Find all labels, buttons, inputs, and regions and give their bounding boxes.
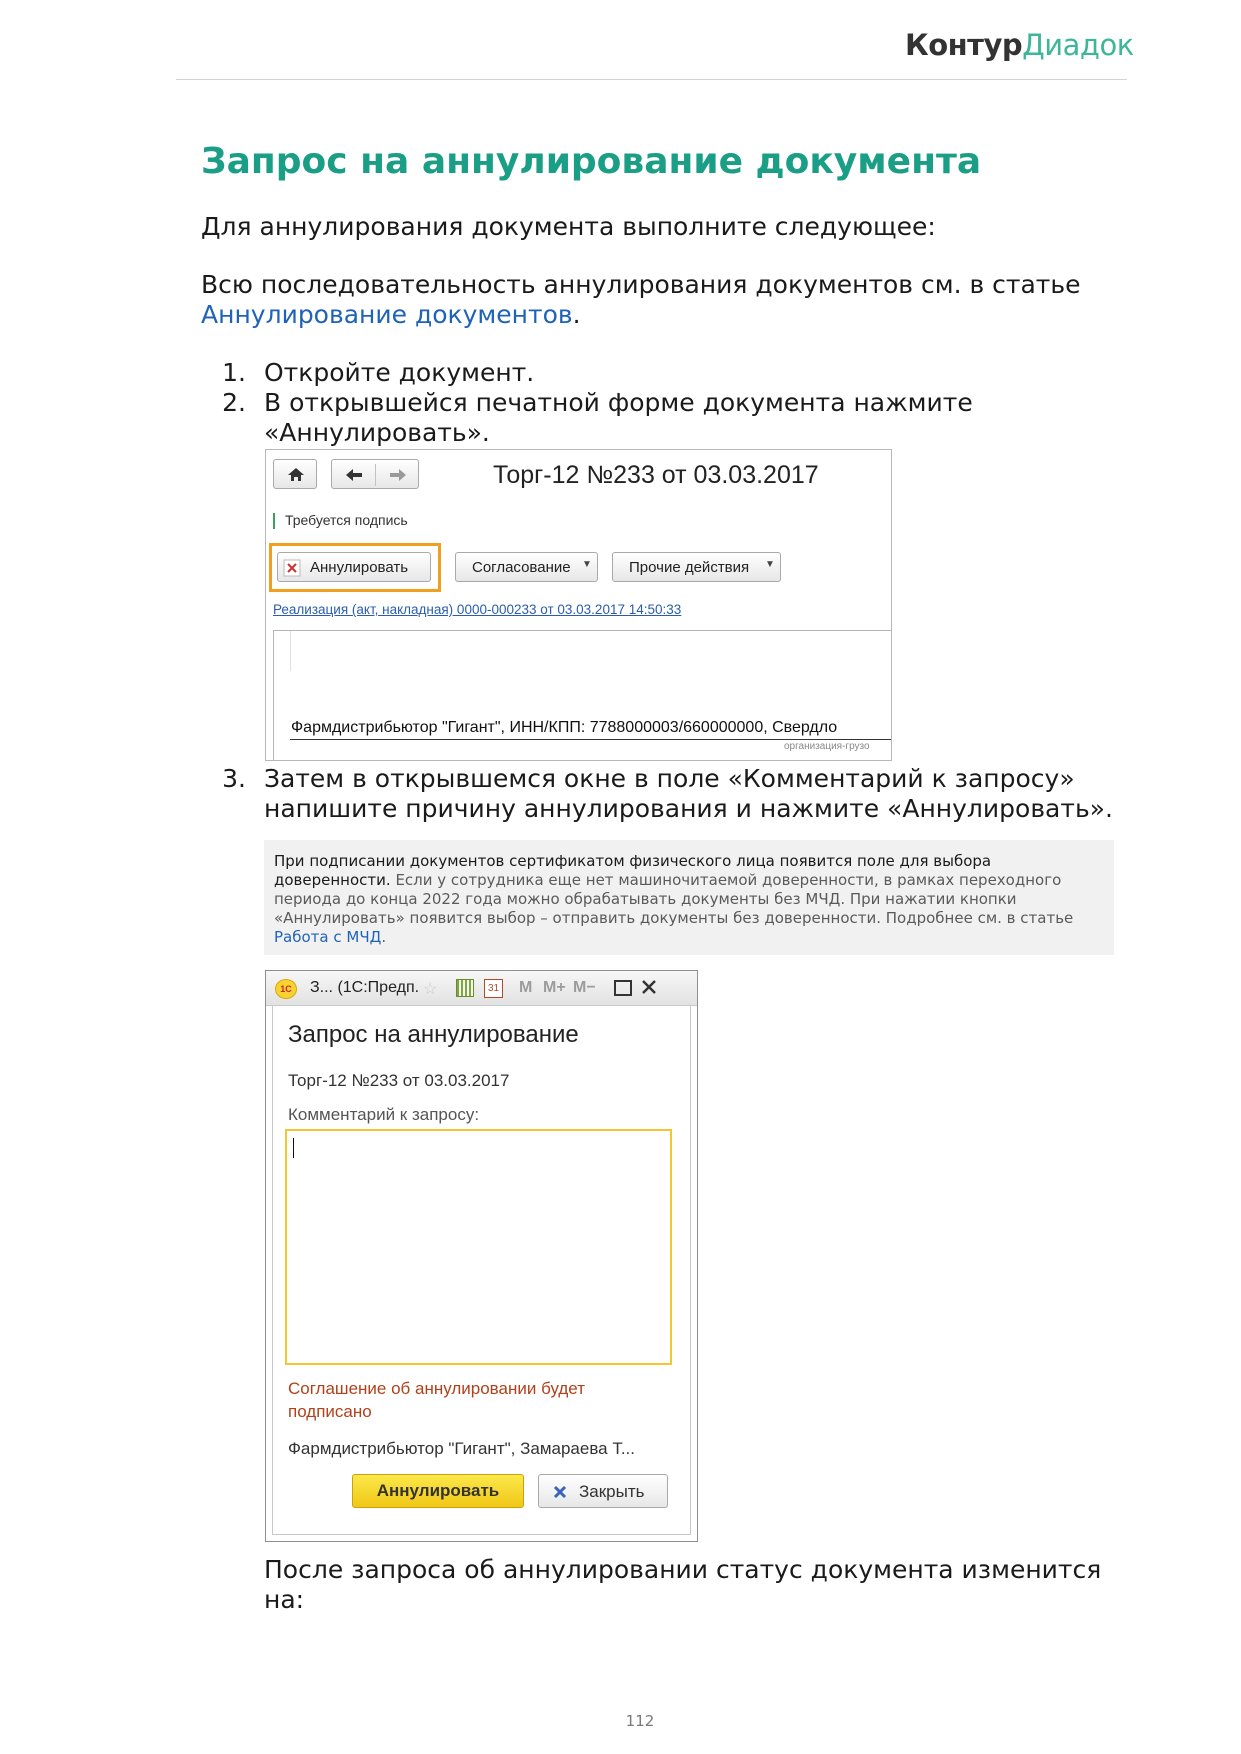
- sign-status: Требуется подпись: [285, 512, 408, 528]
- step-3-line1: Затем в открывшемся окне в поле «Комментарий к запросу»: [264, 764, 1075, 793]
- step-2-line2: «Аннулировать».: [264, 418, 490, 447]
- dialog-title: Запрос на аннулирование: [288, 1021, 579, 1048]
- status-marker: [273, 513, 275, 529]
- comment-textarea[interactable]: [285, 1129, 672, 1365]
- maximize-icon[interactable]: [614, 980, 632, 996]
- step-3-line2: напишите причину аннулирования и нажмите «Аннулировать».: [264, 794, 1113, 823]
- annul-icon: [283, 559, 301, 577]
- history-nav: [331, 459, 419, 489]
- agreement-line1: Соглашение об аннулировании будет: [288, 1379, 585, 1398]
- comment-label: Комментарий к запросу:: [288, 1105, 480, 1124]
- dialog-close-button[interactable]: Закрыть: [538, 1474, 668, 1508]
- document-print-form-screenshot: [265, 449, 892, 761]
- step-1-text: Откройте документ.: [264, 358, 535, 387]
- annulment-request-dialog: [265, 970, 698, 1542]
- other-actions-button[interactable]: Прочие действия ▼: [612, 552, 781, 582]
- arrow-right-icon[interactable]: [376, 460, 420, 490]
- sequence-text: Всю последовательность аннулирования документов см. в статье: [201, 270, 1081, 299]
- approval-button[interactable]: Согласование ▼: [455, 552, 598, 582]
- logo-diadoc: Диадок: [1022, 28, 1134, 62]
- app-1c-icon: 1С: [275, 979, 297, 999]
- chevron-down-icon: ▼: [582, 559, 592, 570]
- home-icon: [274, 460, 318, 490]
- print-form-area: [273, 630, 892, 761]
- logo-kontur: Контур: [905, 28, 1023, 62]
- memory-minus-button[interactable]: M−: [573, 979, 596, 996]
- page-title: Запрос на аннулирование документа: [201, 141, 982, 182]
- document-title: Торг-12 №233 от 03.03.2017: [493, 461, 819, 489]
- organization-caption: организация-грузо: [784, 741, 870, 752]
- step-3-number: 3.: [222, 764, 246, 793]
- sequence-tail: .: [572, 300, 581, 329]
- dialog-titlebar: [266, 971, 697, 1006]
- memory-m-button[interactable]: M: [519, 979, 533, 996]
- calendar-icon[interactable]: 31: [484, 979, 503, 998]
- kontur-diadoc-logo: [905, 28, 1134, 62]
- mcd-link[interactable]: Работа с МЧД: [274, 928, 382, 946]
- header-divider: [176, 79, 1127, 80]
- memory-plus-button[interactable]: M+: [543, 979, 566, 996]
- star-icon[interactable]: ☆: [423, 981, 438, 998]
- chevron-down-icon: ▼: [765, 559, 775, 570]
- after-line1: После запроса об аннулировании статус документа изменится: [264, 1555, 1102, 1584]
- calculator-icon[interactable]: [456, 979, 474, 997]
- dialog-annul-button[interactable]: Аннулировать: [352, 1474, 524, 1508]
- sequence-paragraph: [201, 270, 1101, 330]
- text-cursor: [293, 1138, 294, 1158]
- signer-line: Фармдистрибьютор "Гигант", Замараева Т...: [288, 1439, 636, 1458]
- close-icon: [553, 1485, 567, 1499]
- home-button[interactable]: [273, 459, 317, 489]
- intro-text: Для аннулирования документа выполните следующее:: [201, 212, 936, 241]
- close-icon[interactable]: [641, 979, 657, 995]
- step-2-line1: В открывшейся печатной форме документа нажмите: [264, 388, 973, 417]
- note-box: [264, 840, 1114, 955]
- step-1-number: 1.: [222, 358, 246, 387]
- annulment-docs-link[interactable]: Аннулирование документов: [201, 300, 573, 329]
- annul-button[interactable]: Аннулировать: [277, 552, 431, 582]
- step-2-number: 2.: [222, 388, 246, 417]
- note-text: При подписании документов сертификатом физического лица появится поле для выбора доверенности. Если у сотрудника еще нет машиночитаемой доверенности, в рамках переходного периода до конца 2022 года можно обрабатывать документы без МЧД. При нажатии кнопки «Аннулировать» появится выбор – отправить документы без доверенности. Подробнее см. в статье Работа с МЧД.: [274, 852, 1074, 946]
- agreement-line2: подписано: [288, 1402, 372, 1421]
- dialog-document: Торг-12 №233 от 03.03.2017: [288, 1071, 510, 1090]
- note-lead: При подписании документов сертификатом физического лица появится поле для выбора доверенности.: [274, 852, 992, 889]
- window-title: З... (1С:Предп.: [310, 979, 420, 996]
- organization-line: Фармдистрибьютор "Гигант", ИНН/КПП: 7788000003/660000000, Свердло: [291, 719, 838, 736]
- source-document-link[interactable]: Реализация (акт, накладная) 0000-000233 от 03.03.2017 14:50:33: [273, 602, 682, 617]
- arrow-left-icon[interactable]: [332, 460, 376, 490]
- after-line2: на:: [264, 1585, 305, 1614]
- note-body: Если у сотрудника еще нет машиночитаемой доверенности, в рамках переходного периода до конца 2022 года можно обрабатывать документы без МЧД. При нажатии кнопки «Аннулировать» появится выбор – отправить документы без доверенности. Подробнее см. в статье: [274, 871, 1074, 927]
- page-number: 112: [625, 1712, 655, 1730]
